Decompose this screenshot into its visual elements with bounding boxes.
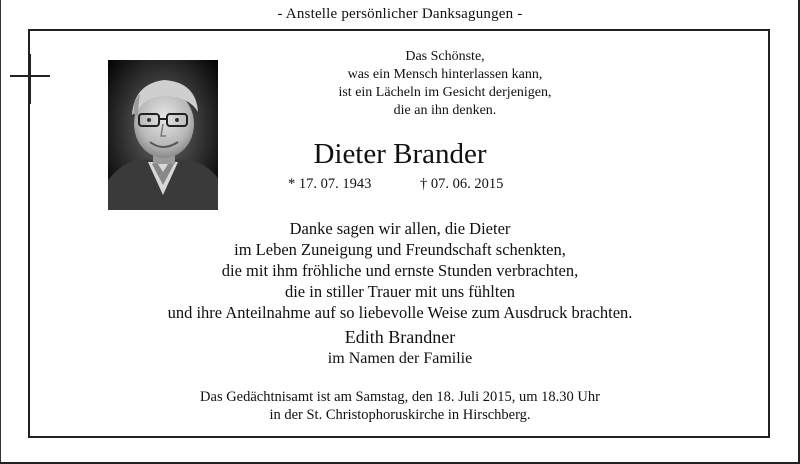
thanks-line: die in stiller Trauer mit uns fühlten: [284, 282, 516, 301]
thanks-line: Danke sagen wir allen, die Dieter: [289, 219, 511, 238]
poem-line: die an ihn denken.: [393, 103, 497, 118]
poem-line: Das Schönste,: [405, 49, 485, 64]
death-date: † 07. 06. 2015: [420, 176, 504, 192]
memorial-service-info: [100, 388, 700, 424]
service-line: Das Gedächtnisamt ist am Samstag, den 18. Juli 2015, um 18.30 Uhr: [200, 389, 600, 405]
outer-border-left: [0, 0, 1, 464]
thanks-text: [100, 218, 700, 323]
thanks-line: und ihre Anteilnahme auf so liebevolle Weise zum Ausdruck brachten.: [167, 303, 633, 322]
signer-subtitle: im Namen der Familie: [327, 350, 473, 367]
portrait-photo: [108, 60, 218, 210]
deceased-name: Dieter Brander: [313, 138, 487, 170]
poem-line: was ein Mensch hinterlassen kann,: [347, 67, 543, 82]
thanks-line: die mit ihm fröhliche und ernste Stunden verbrachten,: [221, 261, 579, 280]
birth-date: * 17. 07. 1943: [288, 176, 372, 192]
poem-line: ist ein Lächeln im Gesicht derjenigen,: [338, 85, 552, 100]
header-notice: - Anstelle persönlicher Danksagungen -: [277, 6, 523, 22]
thanks-line: im Leben Zuneigung und Freundschaft schenkten,: [234, 240, 566, 259]
service-line: in der St. Christophoruskirche in Hirschberg.: [269, 407, 531, 423]
signer-name: Edith Brandner: [344, 327, 456, 347]
memorial-poem: [300, 48, 590, 120]
